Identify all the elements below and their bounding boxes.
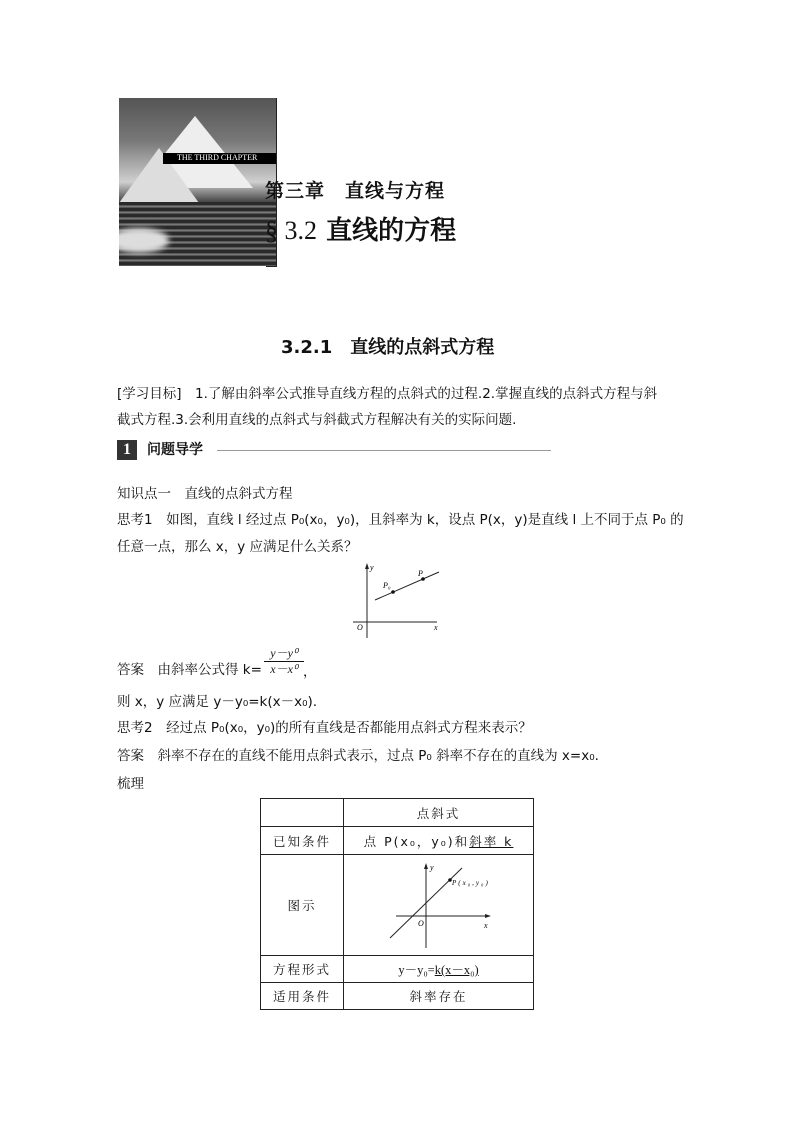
chapter-bracket-foot [266,266,277,267]
table-row3-label: 方程形式 [261,956,344,983]
table-row1-value-a: 点 P(x₀，y₀)和 [363,833,470,849]
table-row-header [261,799,534,827]
part-title: 问题导学 [147,442,203,458]
chapter-cover-image [119,98,276,266]
table-row1-value-b: 斜率 k [469,833,514,849]
chapter-title: 第三章 直线与方程 [265,180,446,202]
figure1-y-label: y [370,563,374,572]
table-row4-value: 斜率存在 [344,983,534,1010]
part-rule [217,450,551,451]
figure1-graph [345,560,445,640]
objectives-label: [学习目标] [117,386,182,402]
answer2-text: 斜率不存在的直线不能用点斜式表示，过点 P₀ 斜率不存在的直线为 x=x₀. [157,748,599,764]
think1-label: 思考1 [117,512,153,528]
table-row3-value-b: k(x－x₀) [434,963,479,977]
learning-objectives [117,381,697,433]
table-row3-value-a: y－y₀= [398,963,435,977]
answer1-label: 答案 [117,662,144,678]
figure2-x-label: x [483,921,490,930]
think1-line1 [117,508,684,528]
table-row3-value [344,956,534,983]
table-row-figure [261,855,534,956]
section-name: 直线的方程 [326,216,457,246]
answer1-fraction [264,646,304,677]
answer1-denominator: x－x⁰ [270,662,298,676]
table-row-condition [261,983,534,1010]
table-row-equation [261,956,534,983]
figure2-graph [384,860,494,950]
objectives-line2: 截式方程.3.会利用直线的点斜式与斜截式方程解决有关的实际问题. [117,412,517,428]
figure2-origin-label: O [417,919,426,928]
think2-label: 思考2 [117,720,153,736]
figure1-p0-label: P₀ [383,581,391,590]
answer1-comma: ， [303,664,317,680]
answer2-line [117,744,599,764]
part-number: 1 [117,440,137,460]
figure2-y-arrow [424,863,428,869]
figure2-x-arrow [485,914,491,918]
table-cell-empty [261,799,344,827]
answer1-line2: 则 x，y 应满足 y－y₀=k(x－x₀). [117,694,318,710]
table-header: 点斜式 [344,799,534,827]
figure1-x-label: x [434,623,438,632]
figure1-p-label: P [418,569,423,578]
chapter-strip [163,153,277,164]
section-title [265,210,456,247]
think2-line [117,716,532,736]
table-row2-figure [344,855,534,956]
answer1-line1 [117,658,262,678]
summary-table [260,798,534,1010]
chapter-strip-text: THE THIRD CHAPTER [177,153,258,162]
table-row2-label: 图示 [261,855,344,956]
answer2-label: 答案 [117,748,144,764]
table-row1-label: 已知条件 [261,827,344,855]
subsection-title: 3.2.1 直线的点斜式方程 [281,337,495,358]
table-row4-label: 适用条件 [261,983,344,1010]
figure1-origin-label: O [357,623,363,632]
objectives-line1: 1.了解由斜率公式推导直线方程的点斜式的过程.2.掌握直线的点斜式方程与斜 [195,386,658,402]
knowledge-point: 知识点一 直线的点斜式方程 [117,486,293,502]
figure2-y-label: y [429,863,436,872]
answer1-numerator: y－y⁰ [264,646,304,662]
think1-line2: 任意一点，那么 x，y 应满足什么关系？ [117,539,358,555]
table-row-known [261,827,534,855]
answer1-text: 由斜率公式得 k= [157,662,262,678]
summary-label: 梳理 [117,776,144,792]
figure1-y-arrow [365,563,369,569]
think2-text: 经过点 P₀(x₀，y₀)的所有直线是否都能用点斜式方程来表示？ [166,720,532,736]
table-row1-value [344,827,534,855]
figure2-point-label: P(x₀,y₀) [451,879,490,887]
think1-text1: 如图，直线 l 经过点 P₀(x₀，y₀)，且斜率为 k，设点 P(x，y)是直线 l 上不同于点 P₀ 的 [166,512,684,528]
figure1-point-p0 [391,590,395,594]
section-symbol: § 3.2 [265,216,317,245]
